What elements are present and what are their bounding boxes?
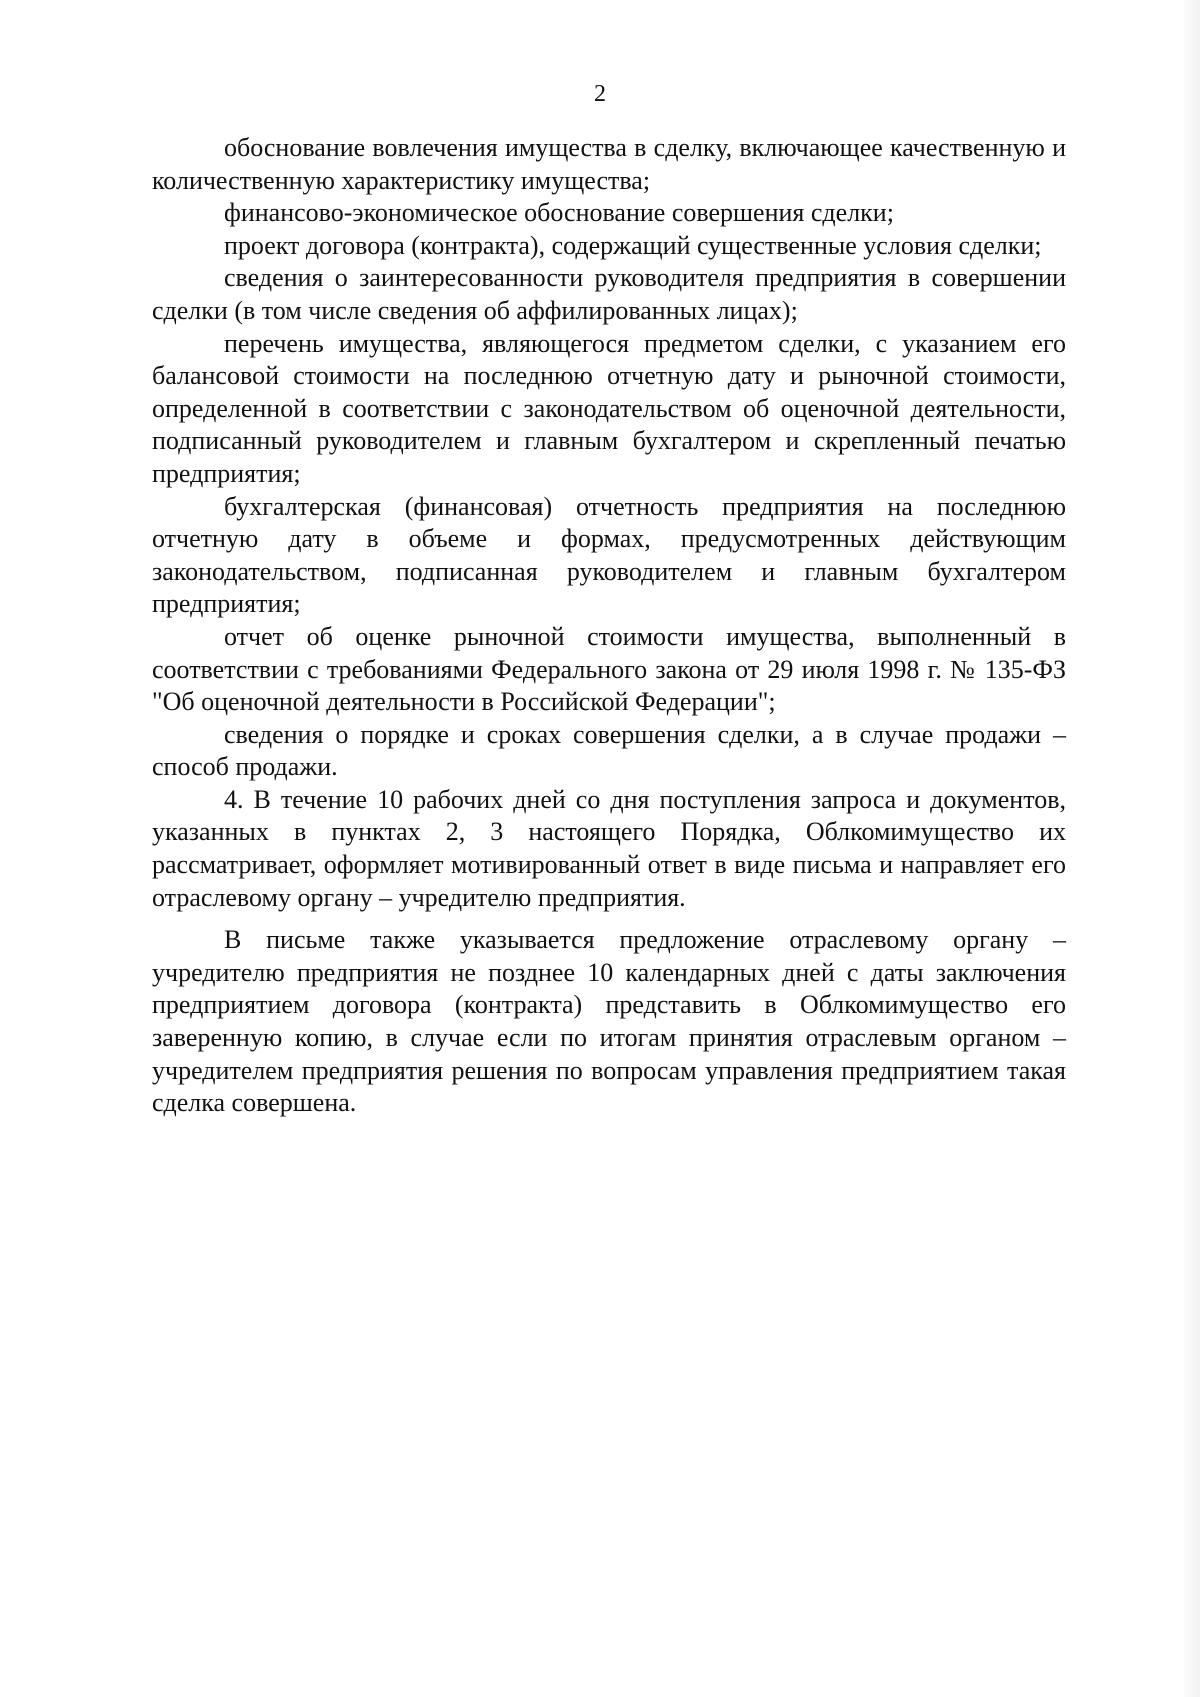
paragraph-accounting-report: бухгалтерская (финансовая) отчетность предприятия на последнюю отчетную дату в объеме и формах, предусмотренных действующим законодательством, подписанная руководителем и главным бухгалтером предприятия; xyxy=(152,491,1066,619)
paragraph-procedure-info: сведения о порядке и сроках совершения сделки, а в случае продажи – способ продажи. xyxy=(152,719,1066,782)
page-number: 2 xyxy=(594,81,606,107)
paragraph-valuation-report: отчет об оценке рыночной стоимости имущества, выполненный в соответствии с требованиями Федерального закона от 29 июля 1998 г. № 135-ФЗ "Об оценочной деятельности в Российской Федерации"; xyxy=(152,621,1066,717)
paragraph-letter-proposal: В письме также указывается предложение отраслевому органу – учредителю предприятия не позднее 10 календарных дней с даты заключения предприятием договора (контракта) представить в Облкомимущество его заверенную копию, в случае если по итогам принятия отраслевым органом – учредителем предприятия решения по вопросам управления предприятием такая сделка совершена. xyxy=(152,925,1066,1118)
paragraph-draft-contract: проект договора (контракта), содержащий существенные условия сделки; xyxy=(224,230,1042,260)
paragraph-interest-info: сведения о заинтересованности руководителя предприятия в совершении сделки (в том числе сведения об аффилированных лицах); xyxy=(152,263,1066,325)
paragraph-item-4: 4. В течение 10 рабочих дней со дня поступления запроса и документов, указанных в пунктах 2, 3 настоящего Порядка, Облкомимущество их рассматривает, оформляет мотивированный ответ в виде письма и направляет его отраслевому органу – учредителю предприятия. xyxy=(152,784,1066,912)
scan-edge-shadow xyxy=(1182,0,1200,1697)
paragraph-property-list: перечень имущества, являющегося предметом сделки, с указанием его балансовой стоимости на последнюю отчетную дату и рыночной стоимости, определенной в соответствии с законодательством об оценочной деятельности, подписанный руководителем и главным бухгалтером и скрепленный печатью предприятия; xyxy=(152,328,1066,488)
paragraph-justification: обоснование вовлечения имущества в сделку, включающее качественную и количественную характеристику имущества; xyxy=(152,133,1066,195)
paragraph-financial-justification: финансово-экономическое обоснование совершения сделки; xyxy=(224,198,894,228)
document-body xyxy=(152,132,1066,1120)
